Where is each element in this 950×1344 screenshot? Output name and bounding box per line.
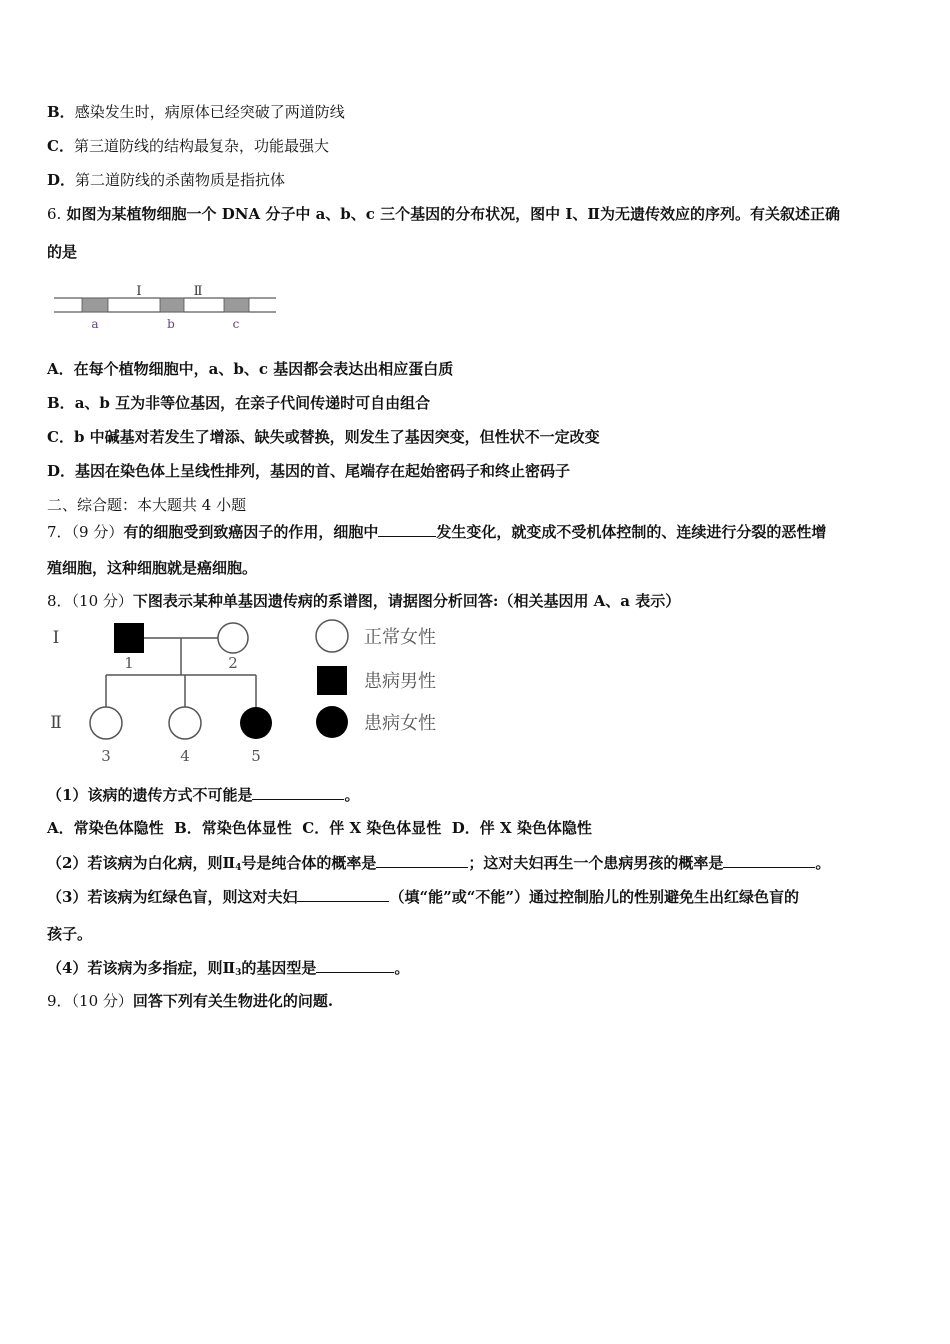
pedigree-chart	[40, 615, 470, 770]
choice-label: A．	[47, 819, 74, 837]
sub-question-label: （1）	[47, 786, 88, 804]
choice-text: 伴 X 染色体隐性	[479, 819, 592, 837]
region-ii-label: Ⅱ	[193, 284, 203, 299]
q8-sub3-line2: 孩子。	[47, 925, 93, 943]
generation-i-label: Ⅰ	[52, 628, 60, 648]
sub-question-text: 的基因型是	[241, 959, 317, 977]
individual-5-affected-female	[240, 707, 272, 739]
q8-choices	[47, 818, 592, 838]
individual-2-number: 2	[228, 654, 238, 672]
question-text: 发生变化，就变成不受机体控制的、连续进行分裂的恶性增	[436, 523, 827, 541]
generation-ii-label: Ⅱ	[50, 713, 62, 733]
option-label: C．	[47, 428, 74, 446]
gene-c-segment	[224, 298, 249, 312]
question-text: 回答下列有关生物进化的问题.	[132, 992, 334, 1010]
sub-question-label: （2）	[47, 854, 88, 872]
fill-blank[interactable]	[723, 852, 815, 868]
q8-sub3-line1	[47, 886, 799, 907]
q6-option-a	[47, 359, 453, 379]
q6-option-c	[47, 427, 600, 447]
region-i-label: Ⅰ	[136, 284, 142, 299]
option-text: a、b 互为非等位基因，在亲子代间传递时可自由组合	[74, 394, 431, 412]
q8-sub4	[47, 957, 409, 983]
legend-affected-male-symbol	[317, 666, 347, 695]
fill-blank[interactable]	[252, 784, 344, 800]
question-stem: 如图为某植物细胞一个 DNA 分子中 a、b、c 三个基因的分布状况，图中 Ⅰ、Ⅱ为无遗传效应的序列。有关叙述正确	[66, 205, 841, 223]
fill-blank[interactable]	[297, 886, 389, 902]
q9-line	[47, 991, 333, 1011]
legend-affected-male-label: 患病男性	[364, 671, 436, 692]
sub-question-text: （填“能”或“不能”）通过控制胎儿的性别避免生出红绿色盲的	[389, 888, 799, 906]
legend-affected-female-symbol	[316, 706, 348, 738]
gene-b-segment	[160, 298, 184, 312]
question-number: 6.	[47, 205, 62, 223]
choice-text: 常染色体隐性	[73, 819, 164, 837]
choice-label: D．	[451, 819, 480, 837]
option-label: A．	[47, 360, 74, 378]
sub-question-text: 若该病为多指症，则Ⅱ	[87, 959, 236, 977]
dna-gene-figure	[50, 280, 280, 336]
punctuation: 。	[394, 959, 410, 977]
sub-question-text: 该病的遗传方式不可能是	[87, 786, 253, 804]
punctuation: 。	[815, 854, 831, 872]
sub-question-text: 号是纯合体的概率是	[241, 854, 377, 872]
option-text: 在每个植物细胞中，a、b、c 基因都会表达出相应蛋白质	[73, 360, 454, 378]
q6-option-d	[47, 461, 570, 481]
choice-d	[452, 819, 592, 837]
option-label: B．	[47, 394, 75, 412]
individual-2-normal-female	[218, 623, 248, 653]
individual-4-number: 4	[180, 747, 190, 765]
question-text: 下图表示某种单基因遗传病的系谱图，请据图分析回答:（相关基因用 A、a 表示）	[132, 592, 681, 610]
option-text: 第三道防线的结构最复杂，功能最强大	[73, 137, 329, 155]
q8-stem	[47, 591, 680, 611]
fill-blank[interactable]	[378, 521, 436, 537]
gene-a-segment	[82, 298, 108, 312]
subscript-index: 3	[235, 968, 242, 978]
individual-3-number: 3	[101, 747, 111, 765]
sub-question-label: （4）	[47, 959, 88, 977]
individual-1-number: 1	[124, 654, 134, 672]
choice-text: 伴 X 染色体显性	[329, 819, 442, 837]
q5-option-d	[47, 170, 285, 190]
question-score: （9 分）	[71, 523, 124, 541]
q8-sub1	[47, 784, 359, 805]
choice-b	[174, 819, 292, 837]
sub-question-label: （3）	[47, 888, 88, 906]
punctuation: 。	[344, 786, 360, 804]
legend-normal-female-label: 正常女性	[364, 627, 436, 648]
q7-line2: 殖细胞，这种细胞就是癌细胞。	[47, 559, 258, 577]
gene-c-label: c	[232, 317, 240, 331]
individual-5-number: 5	[251, 747, 261, 765]
legend-affected-female-label: 患病女性	[364, 713, 436, 734]
legend-normal-female-symbol	[316, 620, 348, 652]
individual-3-normal-female	[90, 707, 122, 739]
gene-a-label: a	[91, 317, 99, 331]
option-text: b 中碱基对若发生了增添、缺失或替换，则发生了基因突变，但性状不一定改变	[73, 428, 600, 446]
option-label: B．	[47, 103, 75, 121]
fill-blank[interactable]	[316, 957, 394, 973]
question-score: （10 分）	[71, 992, 133, 1010]
question-score: （10 分）	[71, 592, 133, 610]
subscript-index: 4	[235, 863, 242, 873]
sub-question-text: 若该病为白化病，则Ⅱ	[87, 854, 236, 872]
individual-4-normal-female	[169, 707, 201, 739]
choice-c	[302, 819, 441, 837]
option-text: 基因在染色体上呈线性排列，基因的首、尾端存在起始密码子和终止密码子	[75, 462, 571, 480]
q6-stem-line2: 的是	[47, 243, 78, 261]
q6-stem-line1	[47, 204, 840, 224]
q5-option-b	[47, 102, 345, 122]
choice-label: C．	[302, 819, 330, 837]
question-number: 8．	[47, 592, 72, 610]
question-number: 9．	[47, 992, 72, 1010]
q6-option-b	[47, 393, 430, 413]
sub-question-text: 若该病为红绿色盲，则这对夫妇	[87, 888, 298, 906]
q8-sub2	[47, 852, 830, 878]
option-text: 感染发生时，病原体已经突破了两道防线	[74, 103, 345, 121]
option-text: 第二道防线的杀菌物质是指抗体	[75, 171, 286, 189]
individual-1-affected-male	[114, 623, 144, 653]
choice-text: 常染色体显性	[201, 819, 292, 837]
q7-line1	[47, 521, 826, 542]
question-number: 7．	[47, 523, 72, 541]
option-label: D．	[47, 171, 76, 189]
fill-blank[interactable]	[376, 852, 468, 868]
choice-a	[47, 819, 164, 837]
q5-option-c	[47, 136, 329, 156]
sub-question-text: ；这对夫妇再生一个患病男孩的概率是	[468, 854, 724, 872]
option-label: D．	[47, 462, 76, 480]
choice-label: B．	[174, 819, 202, 837]
section-title: 二、综合题：本大题共 4 小题	[47, 496, 247, 514]
question-text: 有的细胞受到致癌因子的作用，细胞中	[123, 523, 379, 541]
option-label: C．	[47, 137, 74, 155]
gene-b-label: b	[167, 317, 175, 331]
